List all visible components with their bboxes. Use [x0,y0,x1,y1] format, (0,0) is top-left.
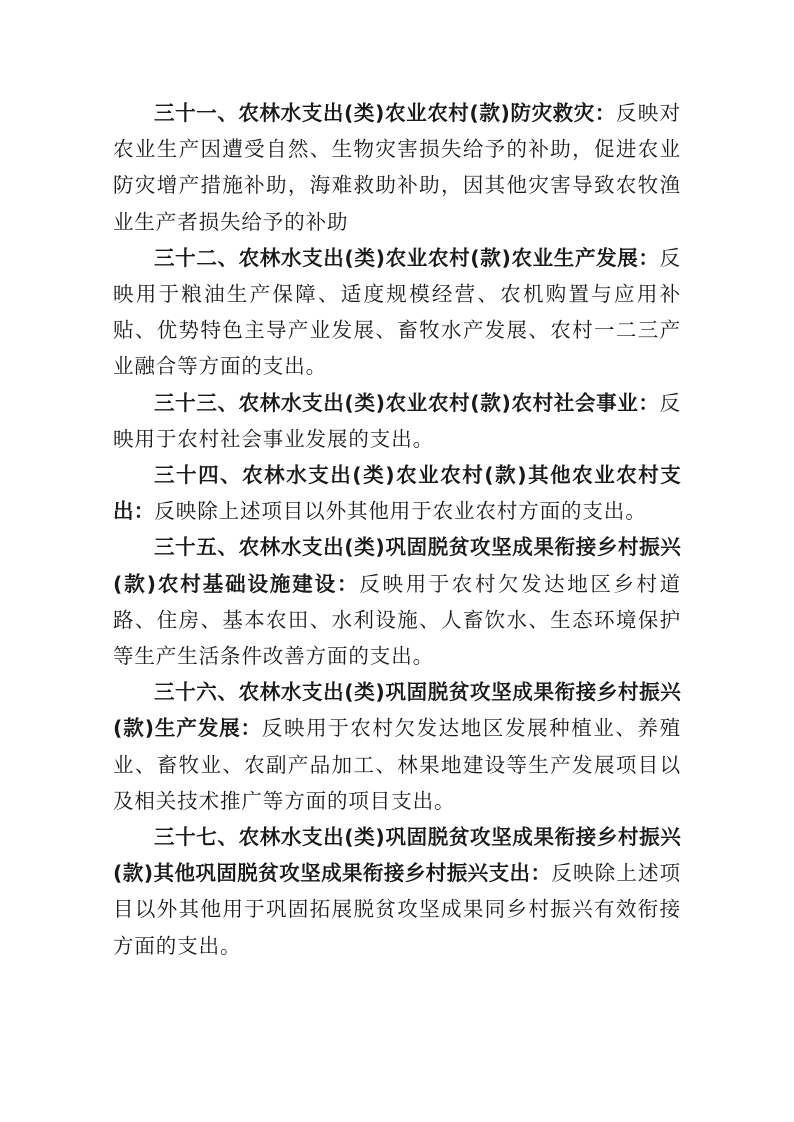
paragraph-text: 反映用于农村社会事业发展的支出。 [113,390,681,451]
paragraph-text: 反映用于农村欠发达地区发展种植业、养殖业、畜牧业、农副产品加工、林果地建设等生产发展项目以及相关技术推广等方面的项目支出。 [113,716,681,813]
paragraph-36 [113,674,681,819]
paragraph-text: 反映除上述项目以外其他用于农业农村方面的支出。 [154,499,647,524]
paragraph-text: 反映除上述项目以外其他用于巩固拓展脱贫攻坚成果同乡村振兴有效衔接方面的支出。 [113,861,682,958]
document-body [113,95,681,964]
paragraph-text: 反映用于农村欠发达地区乡村道路、住房、基本农田、水利设施、人畜饮水、生态环境保护等生产生活条件改善方面的支出。 [113,571,681,669]
paragraph-heading: 三十一、农林水支出(类)农业农村(款)防灾救灾： [154,101,616,125]
paragraph-text: 反映用于粮油生产保障、适度规模经营、农机购置与应用补贴、优势特色主导产业发展、畜牧水产发展、农村一二三产业融合等方面的支出。 [113,245,681,379]
paragraph-heading: 三十五、农林水支出(类)巩固脱贫攻坚成果衔接乡村振兴(款)农村基础设施建设： [113,535,681,596]
paragraph-34 [113,457,681,529]
paragraph-35 [113,529,681,674]
paragraph-heading: 三十四、农林水支出(类)农业农村(款)其他农业农村支出： [113,463,681,524]
paragraph-33 [113,385,681,457]
paragraph-heading: 三十七、农林水支出(类)巩固脱贫攻坚成果衔接乡村振兴(款)其他巩固脱贫攻坚成果衔接乡村振兴支出： [113,825,681,886]
paragraph-37 [113,819,681,964]
paragraph-heading: 三十六、农林水支出(类)巩固脱贫攻坚成果衔接乡村振兴(款)生产发展： [113,680,681,741]
paragraph-31 [113,95,681,240]
paragraph-heading: 三十二、农林水支出(类)农业农村(款)农业生产发展： [154,245,660,270]
paragraph-heading: 三十三、农林水支出(类)农业农村(款)农村社会事业： [154,390,660,415]
paragraph-32 [113,240,681,385]
paragraph-text: 反映对农业生产因遭受自然、生物灾害损失给予的补助，促进农业防灾增产措施补助，海难救助补助，因其他灾害导致农牧渔业生产者损失给予的补助 [113,101,681,234]
